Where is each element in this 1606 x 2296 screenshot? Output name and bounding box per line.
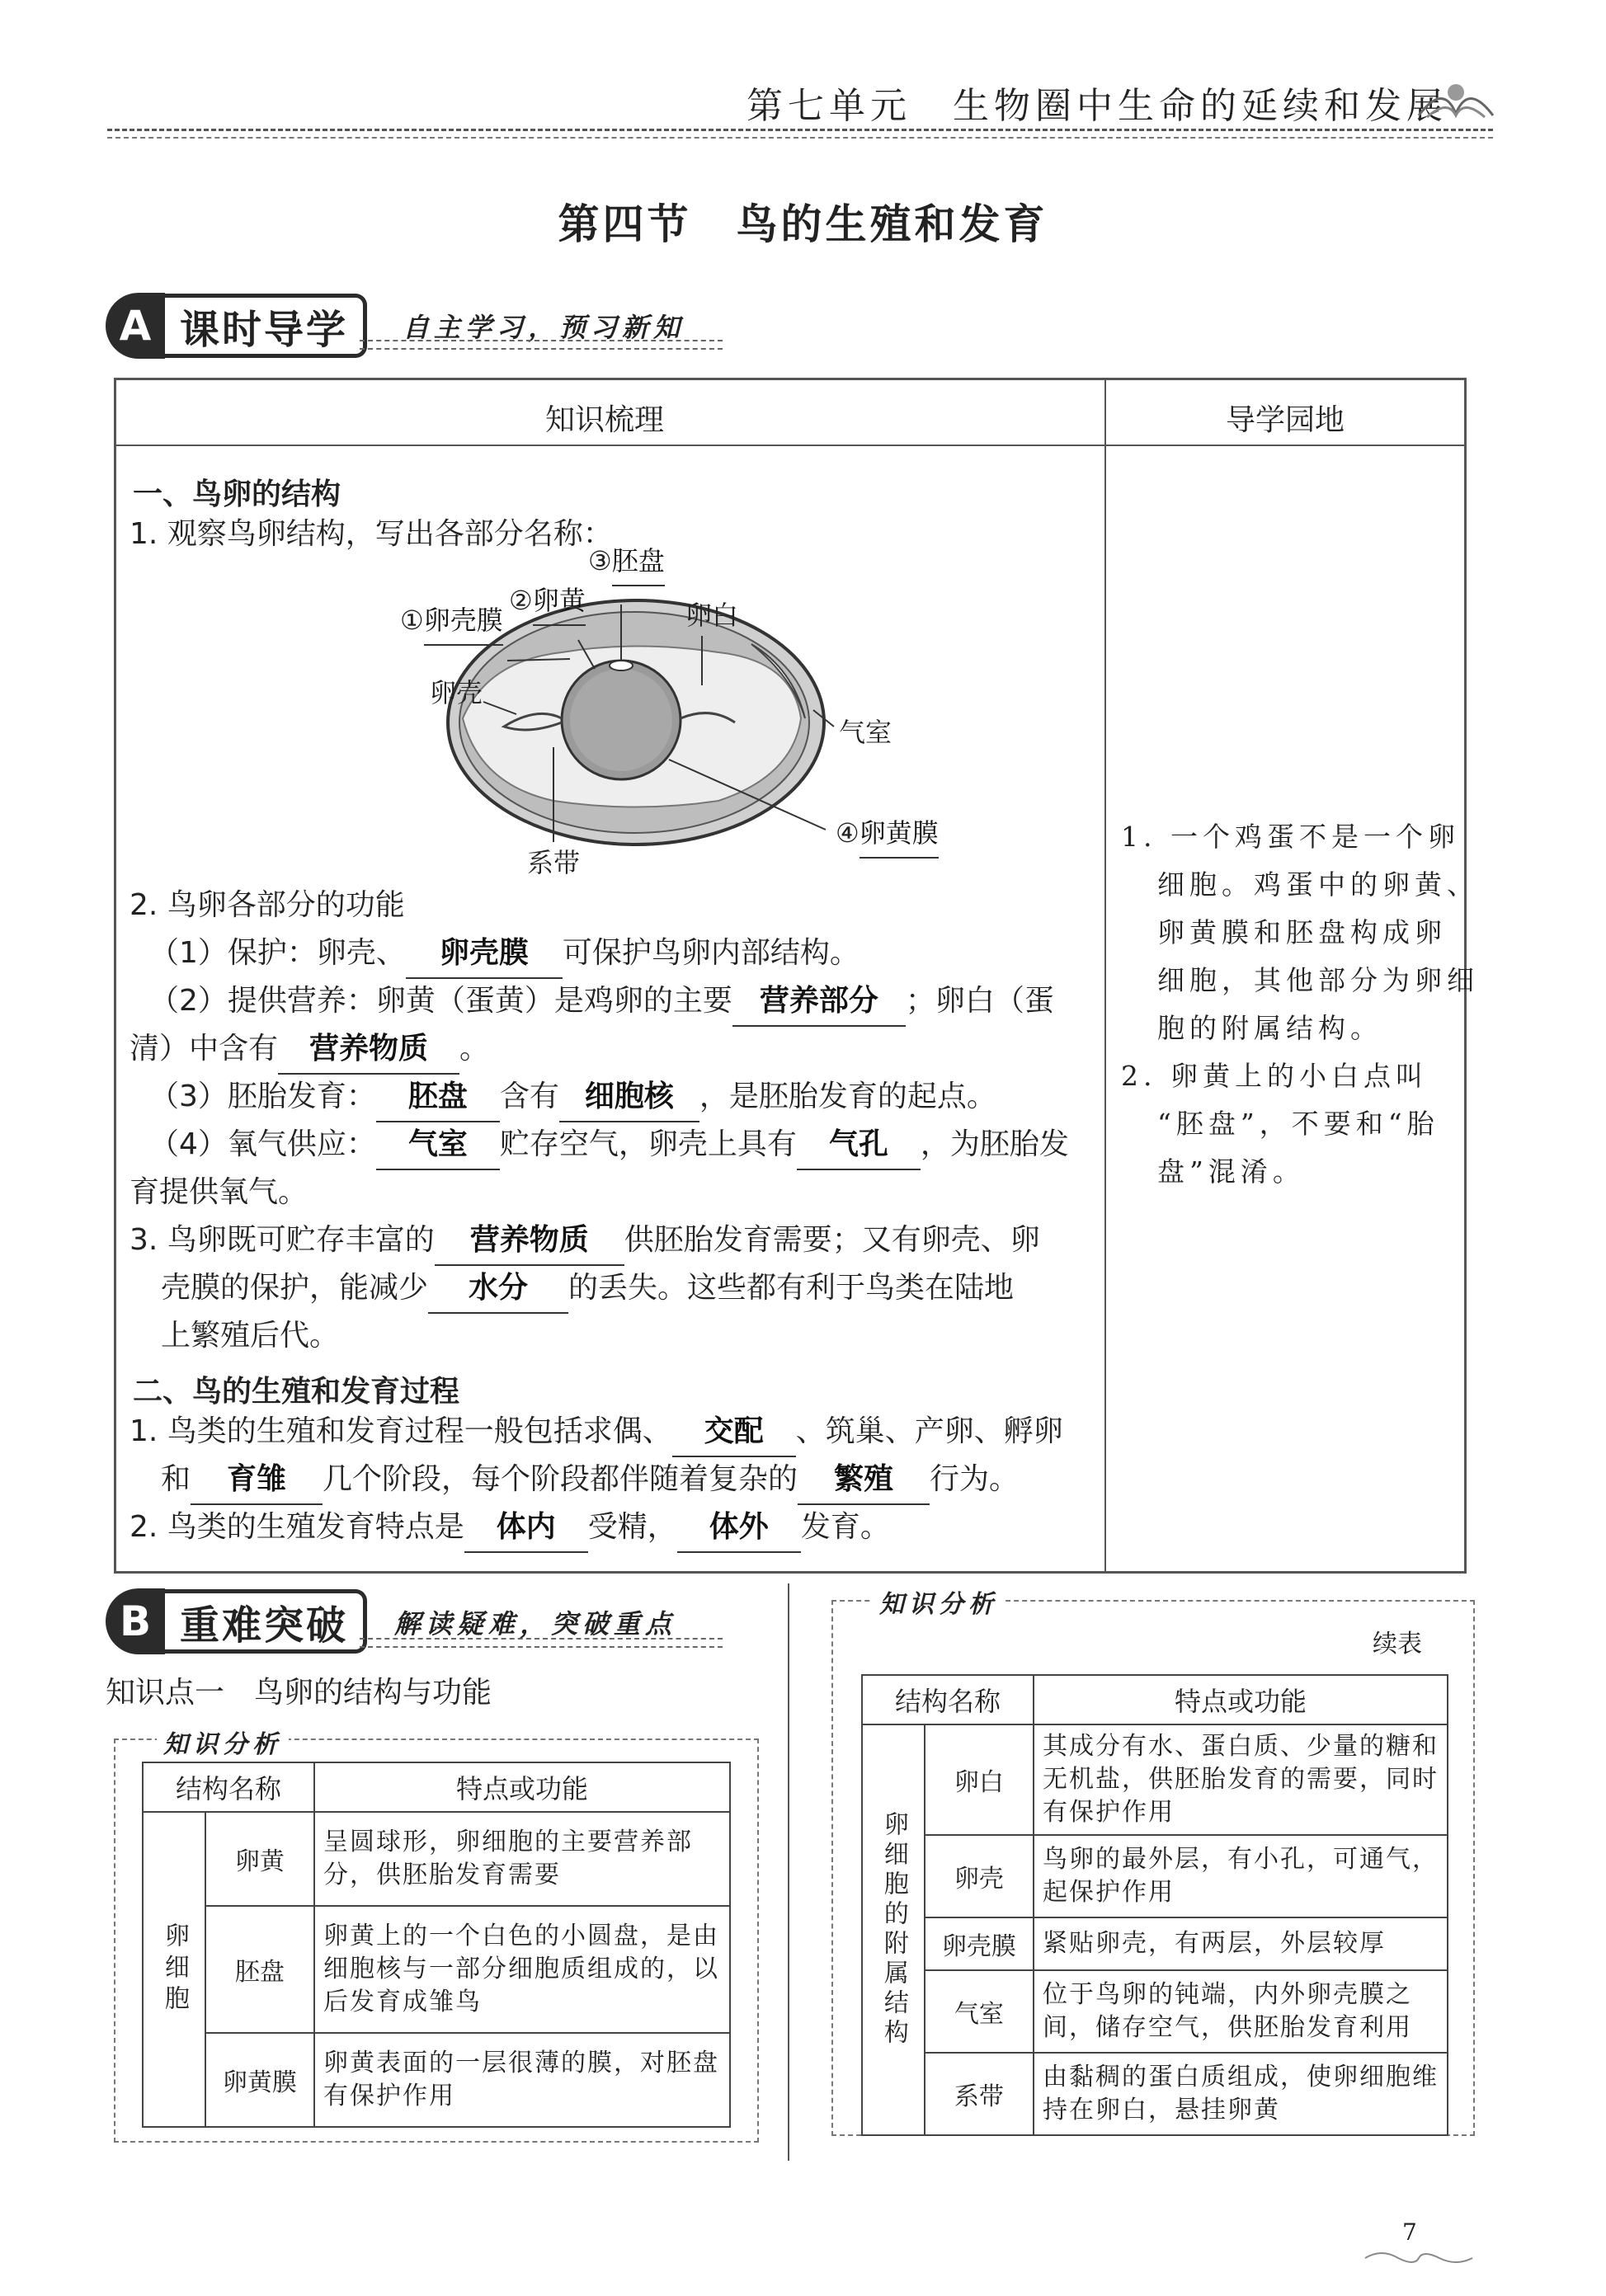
s1-q1: 1. 观察鸟卵结构，写出各部分名称： [130,517,613,551]
label-4-answer: 卵黄膜 [860,809,939,859]
s1-p4-cont: 育提供氧气。 [130,1175,308,1209]
q3-answer-1: 营养物质 [435,1216,624,1266]
s1-p4 [149,1121,1069,1170]
part-b-title: 重难突破 [165,1589,367,1654]
part-b-subtitle: 解读疑难，突破重点 [394,1608,677,1640]
part-a-title: 课时导学 [165,294,367,358]
table1-row-desc: 卵黄上的一个白色的小圆盘，是由细胞核与一部分细胞质组成的，以后发育成雏鸟 [314,1906,730,2033]
table2-row-name: 系带 [925,2053,1034,2135]
s2q1-text-f: 几个阶段，每个阶段都伴随着复杂的 [323,1462,798,1496]
s2-q1 [130,1408,1063,1457]
knowledge-table [114,378,1479,1574]
side-note-4: 细胞，其他部分为卵细 [1157,964,1479,996]
table1-header-row [143,1762,730,1812]
part-b-dash-2 [360,1646,723,1648]
s2q2-text-a: 2. 鸟类的生殖发育特点是 [130,1510,464,1544]
label-shell: 卵壳 [430,677,483,708]
table-row [862,1970,1448,2053]
s2q1-answer-2: 育雏 [191,1456,323,1505]
label-2-answer: 卵黄 [533,576,586,626]
p1-answer: 卵壳膜 [406,929,563,979]
part-a-letter: A [106,293,165,359]
side-note-3: 卵黄膜和胚盘构成卵 [1157,916,1447,948]
table-row [862,2053,1448,2135]
table1-header-desc: 特点或功能 [314,1762,730,1812]
sprout-ornament-icon [1411,74,1501,124]
label-chalaza: 系带 [527,847,581,878]
part-b-dash [360,1638,723,1640]
s1-p2 [149,977,1054,1027]
analysis-label-right: 知识分析 [873,1583,1005,1620]
q3-text-a: 3. 鸟卵既可贮存丰富的 [130,1223,435,1257]
table2-row-name: 卵壳膜 [925,1917,1034,1970]
header-guide: 导学园地 [1226,403,1345,437]
s1-q2: 2. 鸟卵各部分的功能 [130,888,405,922]
table-row [862,1724,1448,1835]
table-divider [1104,380,1106,1571]
side-note-7: “胚盘”，不要和“胎 [1157,1108,1439,1140]
s1-q3 [130,1216,1040,1266]
s2-q2 [130,1503,890,1553]
table-header-divider [116,445,1464,446]
table1-header-name: 结构名称 [143,1762,314,1812]
page-number: 7 [1402,2218,1417,2246]
table1-row-desc: 呈圆球形，卵细胞的主要营养部分，供胚胎发育需要 [314,1812,730,1906]
side-note-5: 胞的附属结构。 [1157,1012,1382,1044]
table2-row-name: 气室 [925,1970,1034,2053]
p3-text-c: 含有 [499,1080,559,1113]
label-1 [400,596,503,646]
side-note-8: 盘”混淆。 [1157,1155,1305,1188]
label-3-answer: 胚盘 [612,537,665,586]
structure-table-1 [142,1762,731,2128]
s2q2-answer-1: 体内 [464,1503,588,1553]
label-3 [588,537,665,586]
table2-row-name: 卵白 [925,1724,1034,1835]
p2-text-c: ；卵白（蛋 [905,984,1054,1018]
table2-row-desc: 紧贴卵壳，有两层，外层较厚 [1034,1917,1448,1970]
structure-table-2 [861,1674,1448,2136]
label-4 [836,809,939,859]
side-note-2: 细胞。鸡蛋中的卵黄、 [1157,868,1479,901]
table1-row-name: 卵黄 [205,1812,314,1906]
p3-answer-1: 胚盘 [376,1073,500,1122]
label-2-num: ② [509,585,533,616]
side-note-1: 1. 一个鸡蛋不是一个卵 [1121,821,1460,853]
table1-row-desc: 卵黄表面的一层很薄的膜，对胚盘有保护作用 [314,2033,730,2127]
continued-label: 续表 [1373,1630,1422,1658]
label-1-num: ① [400,605,424,636]
header-divider-2 [107,137,1493,139]
p3-text-e: ，是胚胎发育的起点。 [699,1080,996,1113]
p1-text-c: 可保护鸟卵内部结构。 [562,936,860,970]
table2-header-name: 结构名称 [862,1675,1034,1724]
label-3-num: ③ [588,545,612,576]
table2-row-name: 卵壳 [925,1835,1034,1917]
table2-row-desc: 其成分有水、蛋白质、少量的糖和无机盐，供胚胎发育的需要，同时有保护作用 [1034,1724,1448,1835]
s2q1-text-h: 行为。 [930,1462,1020,1496]
part-b-badge [106,1588,367,1654]
table2-row-desc: 由黏稠的蛋白质组成，使卵细胞维持在卵白，悬挂卵黄 [1034,2053,1448,2135]
part-a-subtitle: 自主学习，预习新知 [403,312,685,343]
table-row [143,1906,730,2033]
s1-p2-cont [130,1025,489,1075]
s2-q1-cont [161,1456,1019,1505]
s2q1-text-a: 1. 鸟类的生殖和发育过程一般包括求偶、 [130,1414,672,1448]
label-white: 卵白 [685,600,739,631]
section-title: 第四节 鸟的生殖和发育 [558,200,1048,248]
s1-heading: 一、鸟卵的结构 [133,478,341,511]
part-a-dash-2 [360,348,723,350]
p2-text-f: 。 [459,1032,490,1066]
p2-text-d: 清）中含有 [130,1032,279,1066]
p4-text-a: （4）氧气供应： [149,1127,376,1161]
p2-text-a: （2）提供营养：卵黄（蛋黄）是鸡卵的主要 [149,984,732,1018]
s2q1-answer-3: 繁殖 [798,1456,930,1505]
q3-text-d: 壳膜的保护，能减少 [161,1271,429,1305]
footer-ornament-icon [1361,2248,1476,2266]
p2-answer-1: 营养部分 [732,977,906,1027]
table-row [862,1835,1448,1917]
part-a-badge [106,293,367,359]
table-row [862,1917,1448,1970]
s2q1-text-c: 、筑巢、产卵、孵卵 [795,1414,1063,1448]
p4-text-e: ，为胚胎发 [920,1127,1069,1161]
table2-header-desc: 特点或功能 [1034,1675,1448,1724]
p3-answer-2: 细胞核 [559,1073,699,1122]
label-1-answer: 卵壳膜 [424,596,503,646]
s2q1-text-d: 和 [161,1462,191,1496]
table1-row-name: 卵黄膜 [205,2033,314,2127]
p4-answer-1: 气室 [376,1121,500,1170]
egg-diagram [400,545,999,892]
p1-text-a: （1）保护：卵壳、 [149,936,406,970]
table2-group: 卵细胞的附属结构 [862,1724,925,2135]
part-a-dash [360,340,723,341]
header-knowledge: 知识梳理 [545,403,665,437]
header-divider [107,129,1493,131]
q3-text-f: 的丢失。这些都有利于鸟类在陆地 [568,1271,1015,1305]
part-b-letter: B [106,1588,165,1654]
table1-group: 卵细胞 [143,1812,205,2127]
column-divider [788,1583,789,2161]
label-4-num: ④ [836,817,860,849]
p4-answer-2: 气孔 [797,1121,921,1170]
p4-text-c: 贮存空气，卵壳上具有 [499,1127,797,1161]
s1-q3-cont [161,1264,1014,1314]
q3-text-c: 供胚胎发育需要；又有卵壳、卵 [624,1223,1040,1257]
table2-row-desc: 鸟卵的最外层，有小孔，可通气，起保护作用 [1034,1835,1448,1917]
side-note-6: 2. 卵黄上的小白点叫 [1121,1060,1428,1092]
unit-title: 第七单元 生物圈中生命的延续和发展 [746,85,1448,127]
s2q2-answer-2: 体外 [677,1503,801,1553]
p2-answer-2: 营养物质 [278,1025,459,1075]
s2q2-text-c: 受精， [587,1510,677,1544]
s2q2-text-e: 发育。 [800,1510,890,1544]
analysis-label-left: 知识分析 [157,1724,289,1760]
q3-answer-2: 水分 [428,1264,568,1314]
table-row [143,1812,730,1906]
s1-p3 [149,1073,996,1122]
label-air-cell: 气室 [839,717,892,748]
table2-header-row [862,1675,1448,1724]
p3-text-a: （3）胚胎发育： [149,1080,376,1113]
label-2 [509,576,586,626]
kp1-title: 知识点一 鸟卵的结构与功能 [106,1676,492,1710]
table1-row-name: 胚盘 [205,1906,314,2033]
s1-q3-end: 上繁殖后代。 [161,1319,340,1353]
s2q1-answer-1: 交配 [672,1408,796,1457]
s2-heading: 二、鸟的生殖和发育过程 [133,1375,460,1409]
table2-row-desc: 位于鸟卵的钝端，内外卵壳膜之间，储存空气，供胚胎发育利用 [1034,1970,1448,2053]
s1-p1 [149,929,860,979]
table-row [143,2033,730,2127]
